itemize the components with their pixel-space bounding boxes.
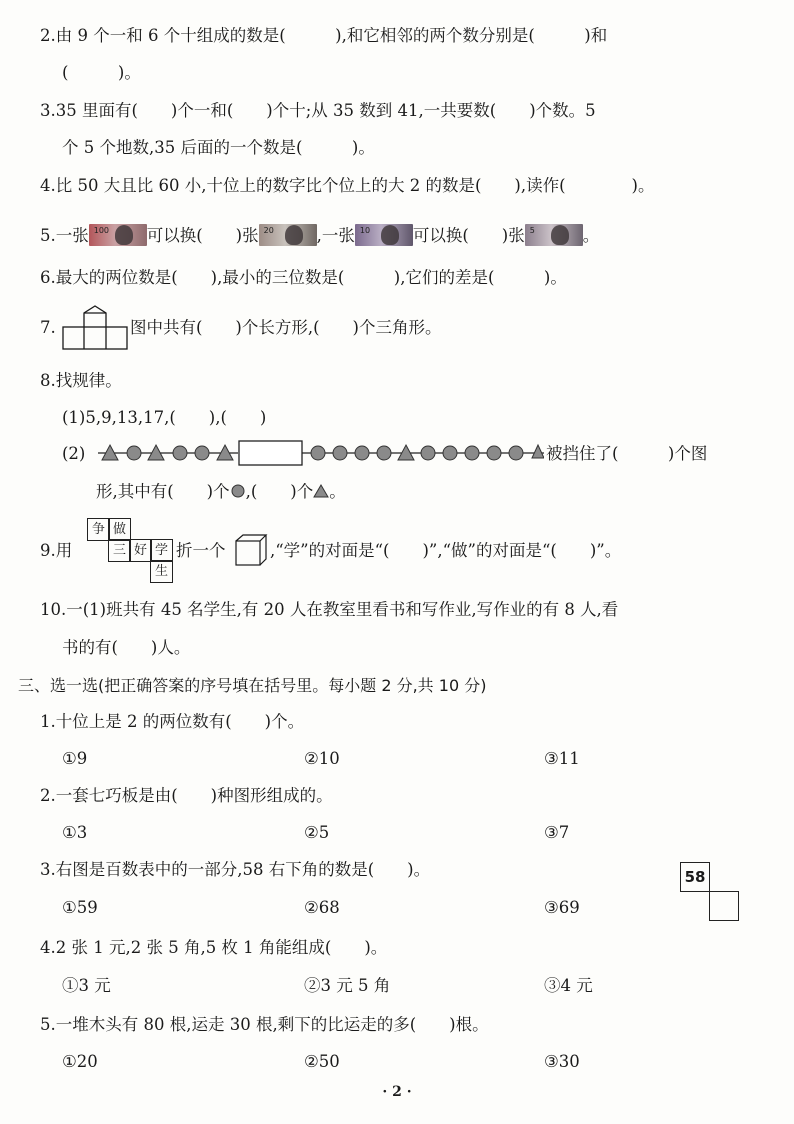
rectangles-triangle-figure xyxy=(60,305,130,351)
q8-sub2-suffix: 被挡住了( )个图 xyxy=(546,444,708,463)
grid-cell-58: 58 xyxy=(680,862,710,892)
q3-line1: 3.35 里面有( )个一和( )个十;从 35 数到 41,一共要数( )个数。5 xyxy=(40,101,596,120)
section3-title: 三、选一选(把正确答案的序号填在括号里。每小题 2 分,共 10 分) xyxy=(18,676,487,695)
q2-line2: ( )。 xyxy=(62,63,141,82)
pattern-sequence xyxy=(98,440,544,466)
s3-q5-opt-a: ①20 xyxy=(62,1052,98,1071)
q8-sub1: (1)5,9,13,17,( ),( ) xyxy=(62,408,267,427)
s3-q1-opt-b: ②10 xyxy=(304,749,340,768)
s3-q2-opt-c: ③7 xyxy=(544,823,570,842)
q9-end: ,“学”的对面是“( )”,“做”的对面是“( )”。 xyxy=(270,541,622,560)
q5-prefix: 5.一张 xyxy=(40,226,89,245)
q8-line2-b: ,( )个 xyxy=(245,482,314,501)
s3-q5-opt-c: ③30 xyxy=(544,1052,580,1071)
banknote-100-icon: 100 xyxy=(89,224,147,246)
banknote-20-icon: 20 xyxy=(259,224,317,246)
q5-mid2: ,一张 xyxy=(316,226,355,245)
circle-icon xyxy=(465,446,479,460)
q5-line xyxy=(40,224,599,246)
s3-q2-stem: 2.一套七巧板是由( )种图形组成的。 xyxy=(40,786,333,805)
net-cell: 好 xyxy=(129,539,152,562)
s3-q5-stem: 5.一堆木头有 80 根,运走 30 根,剩下的比运走的多( )根。 xyxy=(40,1015,489,1034)
net-cell: 三 xyxy=(108,539,131,562)
cube-net xyxy=(85,518,177,584)
s3-q1-stem: 1.十位上是 2 的两位数有( )个。 xyxy=(40,712,305,731)
triangle-icon xyxy=(313,484,329,498)
s3-q2-opt-b: ②5 xyxy=(304,823,330,842)
banknote-5-icon: 5 xyxy=(525,224,583,246)
s3-q4-opt-a: ①3 元 xyxy=(62,976,111,995)
circle-icon xyxy=(230,484,246,498)
q3-line2: 个 5 个地数,35 后面的一个数是( )。 xyxy=(62,138,375,157)
q7-prefix: 7. xyxy=(40,318,56,337)
circle-icon xyxy=(443,446,457,460)
banknote-10-icon: 10 xyxy=(355,224,413,246)
s3-q5-opt-b: ②50 xyxy=(304,1052,340,1071)
page-number: · 2 · xyxy=(382,1084,412,1100)
q5-mid1: 可以换( )张 xyxy=(146,226,259,245)
triangle-icon xyxy=(532,445,544,458)
s3-q3-opt-a: ①59 xyxy=(62,898,98,917)
q8-sub2-prefix: (2) xyxy=(62,444,86,463)
q6-line: 6.最大的两位数是( ),最小的三位数是( ),它们的差是( )。 xyxy=(40,268,567,287)
q5-end: 。 xyxy=(582,226,600,245)
circle-icon xyxy=(509,446,523,460)
net-cell: 做 xyxy=(108,518,131,541)
circle-icon xyxy=(195,446,209,460)
s3-q3-opt-c: ③69 xyxy=(544,898,580,917)
circle-icon xyxy=(127,446,141,460)
circle-icon xyxy=(311,446,325,460)
q9-prefix: 9.用 xyxy=(40,541,73,560)
circle-icon xyxy=(333,446,347,460)
q5-mid3: 可以换( )张 xyxy=(412,226,525,245)
q9-mid: 折一个 xyxy=(176,541,226,560)
s3-q1-opt-c: ③11 xyxy=(544,749,580,768)
q10-line2: 书的有( )人。 xyxy=(62,638,191,657)
q8-title: 8.找规律。 xyxy=(40,371,122,390)
q2-line1: 2.由 9 个一和 6 个十组成的数是( ),和它相邻的两个数分别是( )和 xyxy=(40,26,608,45)
covering-box xyxy=(239,441,302,465)
net-cell: 学 xyxy=(150,539,173,562)
s3-q3-opt-b: ②68 xyxy=(304,898,340,917)
s3-q4-stem: 4.2 张 1 元,2 张 5 角,5 枚 1 角能组成( )。 xyxy=(40,938,388,957)
circle-icon xyxy=(487,446,501,460)
q8-line2-a: 形,其中有( )个 xyxy=(96,482,230,501)
grid-cell-blank xyxy=(709,891,739,921)
s3-q1-opt-a: ①9 xyxy=(62,749,88,768)
q8-line2-c: 。 xyxy=(329,482,346,501)
q7-text: 图中共有( )个长方形,( )个三角形。 xyxy=(130,318,442,337)
q10-line1: 10.一(1)班共有 45 名学生,有 20 人在教室里看书和写作业,写作业的有 8 人,看 xyxy=(40,600,619,619)
s3-q4-opt-c: ③4 元 xyxy=(544,976,593,995)
hundred-chart-fragment xyxy=(680,862,740,922)
circle-icon xyxy=(355,446,369,460)
circle-icon xyxy=(377,446,391,460)
circle-icon xyxy=(421,446,435,460)
q8-sub2-line2 xyxy=(96,484,346,501)
cube-icon xyxy=(234,533,268,567)
net-cell: 争 xyxy=(87,518,110,541)
s3-q2-opt-a: ①3 xyxy=(62,823,88,842)
q4-line: 4.比 50 大且比 60 小,十位上的数字比个位上的大 2 的数是( ),读作( )。 xyxy=(40,176,655,195)
s3-q4-opt-b: ②3 元 5 角 xyxy=(304,976,391,995)
net-cell: 生 xyxy=(150,560,173,583)
s3-q3-stem: 3.右图是百数表中的一部分,58 右下角的数是( )。 xyxy=(40,860,431,879)
circle-icon xyxy=(173,446,187,460)
